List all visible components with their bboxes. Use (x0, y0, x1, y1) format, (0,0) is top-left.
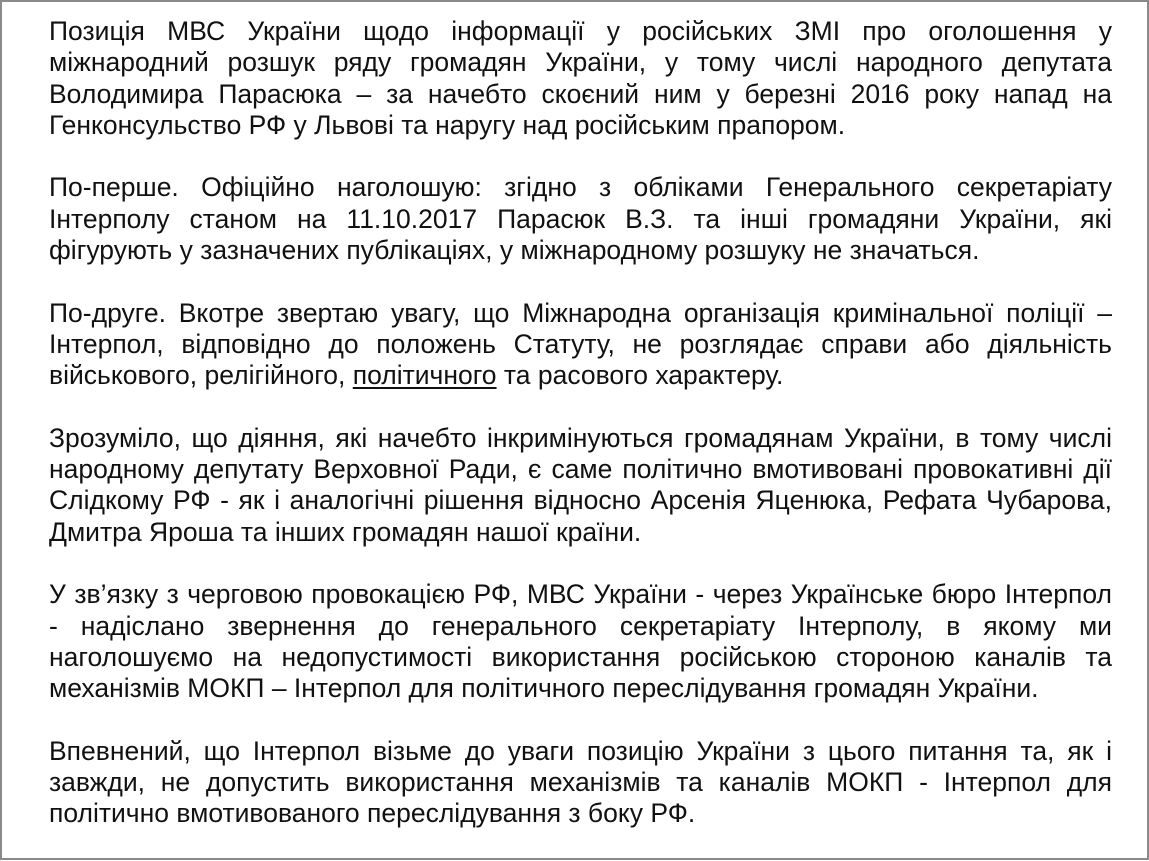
paragraph-second-point-text: По-друге. Вкотре звертаю увагу, що Міжнародна організація кримінальної поліції – Інтерпол, відповідно до положень Статуту, не розглядає справи або діяльність військового, релігійного, (49, 297, 1112, 391)
document-body (49, 16, 1112, 861)
paragraph-intro: Позиція МВС України щодо інформації у російських ЗМІ про оголошення у міжнародний розшук ряду громадян України, у тому числі народного депутата Володимира Парасюка – за начебто скоєний ним у березні 2016 року напад на Генконсульство РФ у Львові та наругу над російським прапором. (49, 16, 1112, 140)
paragraph-assessment: Зрозуміло, що діяння, які начебто інкримінуються громадянам України, в тому числі народному депутату Верховної Ради, є саме політично вмотивовані провокативні дії Слідкому РФ - як і аналогічні рішення відносно Арсенія Яценюка, Рефата Чубарова, Дмитра Яроша та інших громадян нашої країни. (49, 422, 1112, 547)
paragraph-appeal: У зв’язку з черговою провокацією РФ, МВС України - через Українське бюро Інтерпол - надіслано звернення до генерального секретаріату Інтерполу, в якому ми наголошуємо на недопустимості використання російською стороною каналів та механізмів МОКП – Інтерпол для політичного переслідування громадян України. (49, 579, 1112, 704)
paragraph-second-point (49, 298, 1112, 392)
paragraph-second-point-ending: та расового характеру. (496, 360, 784, 391)
underlined-word: політичного (352, 360, 497, 391)
paragraph-first-point: По-перше. Офіційно наголошую: згідно з обліками Генерального секретаріату Інтерполу станом на 11.10.2017 Парасюк В.З. та інші громадяни України, які фігурують у зазначених публікаціях, у міжнародному розшуку не значаться. (49, 172, 1112, 266)
paragraph-conclusion: Впевнений, що Інтерпол візьме до уваги позицію України з цього питання та, як і завжди, не допустить використання механізмів та каналів МОКП - Інтерпол для політично вмотивованого переслідування з боку РФ. (49, 735, 1112, 829)
